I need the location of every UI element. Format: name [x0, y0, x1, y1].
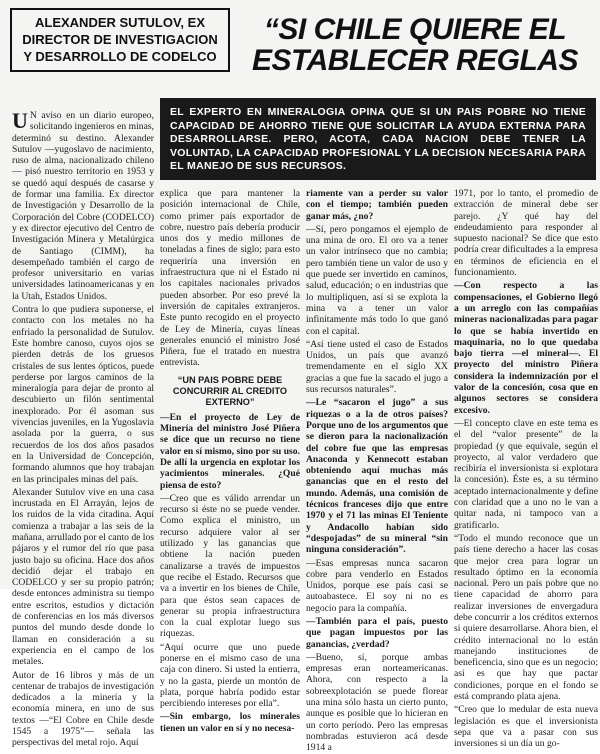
interview-answer: “Creo que lo medular de esta nueva legislación es que el inversionista sepa que va a pasar con sus inversiones si un día un go-	[454, 704, 598, 750]
credit-line-1: ALEXANDER SUTULOV, EX	[35, 15, 205, 30]
paragraph: Alexander Sutulov vive en una casa incrustada en El Arrayán, lejos de los ruidos de la vida citadina. Aquí comienza a trabajar a las seis de la mañana, arrullado por el canto de los pájaros y el rumor del río que pasa justo bajo su oficina. Hace dos años decidió dejar el trabajo en CODELCO y ser su propio patrón; desde entonces administra su tiempo entre escritos, estudios y dictación de conferencias en los más diversos puntos del mundo desde donde lo llaman en consideración a su experiencia en el campo de los metales.	[12, 486, 154, 668]
interview-question: —Le “sacaron el jugo” a sus riquezas o a la de otros países? Porque uno de los argumentos que se dieron para la nacionalización del cobre fue que las empresas Anaconda y Kennecott estaban obteniendo aquí muchas más ganancias que en el resto del mundo. Además, una comisión de técnicos franceses dijo que entre 1970 y el 71 las minas El Teniente y Andacollo habían sido “despojadas” de su mineral “sin ninguna consideración”.	[306, 397, 448, 556]
paragraph: Autor de 16 libros y más de un centenar de trabajos de investigación dedicados a la minería y la economía minera, en uno de sus textos —“El Cobre en Chile desde 1545 a 1975”— señala las perspectivas del metal rojo. Aquí	[12, 669, 154, 749]
article-deck: EL EXPERTO EN MINERALOGIA OPINA QUE SI UN PAIS POBRE NO TIENE CAPACIDAD DE AHORRO TIENE QUE SOLICITAR LA AYUDA EXTERNA PARA DESARROLLARSE. PERO, ACOTA, CADA NACION DEBE TENER LA VOLUNTAD, LA CAPACIDAD PROFESIONAL Y LA DECISION NECESARIA PARA EL MANEJO DE SUS RECURSOS.	[160, 98, 596, 180]
interviewee-credit-box	[10, 8, 230, 72]
interview-answer: —Bueno, sí, porque ambas empresas eran norteamericanas. Ahora, con respecto a la sobreexplotación se puede florear una mina sólo hasta un cierto punto, aunque es posible que lo hicieran en un corto período. Pero las empresas nombradas estuvieron acá desde 1914 a	[306, 651, 448, 754]
interview-answer: —Esas empresas nunca sacaron cobre para venderlo en Estados Unidos, porque ese país casi se autoabastece. El soy ni no es negocio para la compañía.	[306, 557, 448, 614]
headline-line-2: ESTABLECER REGLAS	[252, 44, 578, 77]
article-column-1	[12, 108, 155, 749]
paragraph: explica que para mantener la posición internacional de Chile, como primer país exportador de cobre, nuestro país debería producir unos dos y medio millones de toneladas a fines de siglo; para esto requeriría una inversión en infraestructura que ni el Estado ni los capitales nacionales privados pueden absorber. Por eso prevé la inversión de capitales extranjeros. Este punto recogido en el proyecto de Ley de Minería, cuyas líneas generales enunció el ministro José Piñera, fue el tratado en nuestra entrevista.	[160, 188, 300, 369]
article-column-4	[454, 188, 598, 750]
article-column-2	[160, 188, 300, 734]
interview-question: —En el proyecto de Ley de Minería del ministro José Piñera se dice que un recurso no tiene valor en sí mismo, sino por su uso. De allí la urgencia en explotar los yacimientos minerales. ¿Qué piensa de esto?	[160, 411, 300, 491]
interview-answer: “Todo el mundo reconoce que un país tiene derecho a hacer las cosas que mejor crea para lograr un resultado óptimo en la economía nacional. Pero un país pobre que no tiene capacidad de ahorro para realizar inversiones de envergadura debe concurrir a los créditos externos si quiere desarrollarse. Ahora bien, el crédito internacional no lo están manejando instituciones de beneficencia, sino que es un negocio; así es que hay que pactar condiciones, porque en el fondo se está comprando plata ajena.	[454, 532, 598, 703]
paragraph: N aviso en un diario europeo, solicitando ingenieros en minas, determinó su destino. Alexander Sutulov —yugoslavo de nacimiento, ruso de alma, nacionalizado chileno— pisó nuestro territorio en 1953 y se quedó aquí después de casarse y de formar una familia. Ex director de Investigación y Desarrollo de la Corporación del Cobre (CODELCO) y ex director ejecutivo del Centro de Investigación Minera y Metalúrgica de Santiago (CIMM), ha desempeñado también el cargo de profesor universitario en varias universidades latinoamericanas y en la Utah, Estados Unidos.	[12, 110, 155, 302]
interview-question: —Sin embargo, los minerales tienen un valor en sí y no necesa-	[160, 711, 300, 734]
interview-answer: —Creo que es válido arrendar un recurso si éste no se puede vender. Como explica el ministro, un recurso adquiere valor al ser utilizado y las ganancias que obtiene la nación pueden canalizarse a través de impuestos que recibe el Estado. Recursos que va a invertir en los bienes de Chile, para que éstos sean capaces de generar su propia infraestructura con la cual explotar luego sus riquezas.	[160, 492, 300, 640]
interview-answer: —El concepto clave en este tema es el del “valor presente” de la propiedad (y que equivale, según el proyecto, al valor verdadero que recibiría el inversionista si explotara la concesión). Éste es, a su término aceptado internacionalmente y define con claridad que a uno no le van a quitar nada, ni tampoco van a gratificarlo.	[454, 417, 598, 531]
interview-question: riamente van a perder su valor con el tiempo; también pueden ganar más, ¿no?	[306, 188, 448, 222]
interview-answer: “Aquí ocurre que uno puede ponerse en el mismo caso de una caja con dinero. Si usted la entierra, y no la gasta, pierde un montón de plata, porque habría podido estar percibiendo intereses por ella”.	[160, 641, 300, 710]
credit-line-2: DIRECTOR DE INVESTIGACION	[22, 32, 218, 47]
headline-line-1: “SI CHILE QUIERE EL	[263, 13, 567, 46]
interview-answer: 1971, por lo tanto, el promedio de extracción de mineral debe ser parejo. ¿Y qué hay del endeudamiento para responder al supuesto nacional? Se dice que esto podría crear dificultades a la empresa en términos de eficiencia en el funcionamiento.	[454, 188, 598, 279]
headline	[232, 14, 598, 76]
section-subhead: “UN PAIS POBRE DEBE CONCURRIR AL CREDITO EXTERNO”	[172, 374, 288, 407]
interview-question: —También para el país, puesto que pagan impuestos por las ganancias, ¿verdad?	[306, 615, 448, 650]
paragraph: Contra lo que pudiera suponerse, el contacto con los metales no ha enfriado la personalidad de Sutulov. Este hombre canoso, cuyos ojos se pierden detrás de los gruesos cristales de sus lentes ópticos, puede perderse por largos caminos de la mineralogía para dejar de pronto al descubierto un filón sentimental inexplorado. Por él asoman sus vivencias juveniles, en la Yugoslavia asolada por la guerra, o sus recuerdos de los dos años pasados en la Universidad de Concepción, formando alumnos que hoy trabajan en las principales minas del país.	[12, 304, 154, 485]
article-column-3	[306, 188, 448, 754]
interview-question: —Con respecto a las compensaciones, el Gobierno llegó a un arreglo con las compañías mineras nacionalizadas para pagar lo que se había invertido en maquinaria, no lo que quedaba bajo tierra —el mineral—. El proyecto del ministro Piñera considera la indemnización por el valor de la concesión, cosa que en algunos sectores se considera excesivo.	[454, 280, 598, 416]
credit-line-3: Y DESARROLLO DE CODELCO	[23, 49, 217, 64]
interview-answer: —Sí, pero pongamos el ejemplo de una mina de oro. El oro va a tener un valor intrínseco que no cambia; pero también tiene un valor de uso y que puede ser invertido en caminos, salud, educación; o en industrias que lo multipliquen, así si se explota la mina va a tener un valor infinitamente más todo lo que ganó con el capital.	[306, 223, 448, 337]
drop-cap: U	[12, 108, 28, 133]
interview-answer: “Así tiene usted el caso de Estados Unidos, un país que avanzó tremendamente en el siglo XX gracias a que fue la sacado el jugo a sus recursos naturales”.	[306, 338, 448, 396]
